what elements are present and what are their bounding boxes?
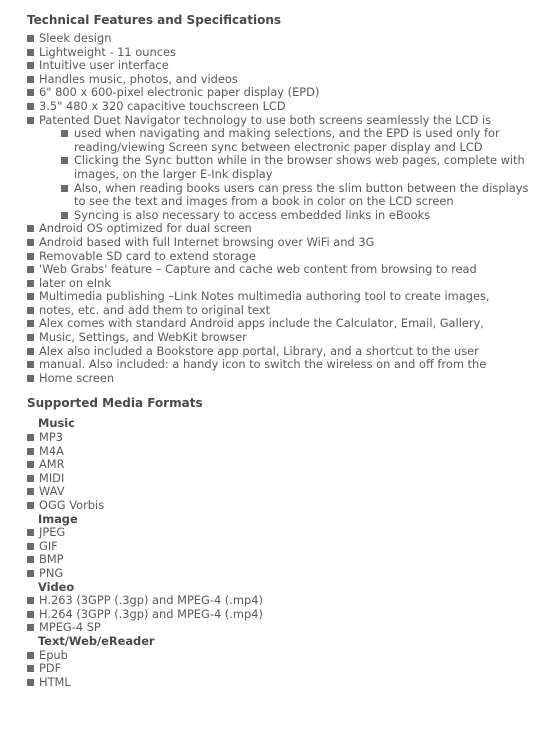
group-heading-music: Music bbox=[38, 416, 75, 431]
list-item: 6" 800 x 600-pixel electronic paper display (EPD) bbox=[27, 86, 550, 100]
format-item: H.264 (3GPP (.3gp) and MPEG-4 (.mp4) bbox=[27, 608, 550, 622]
format-item: MIDI bbox=[27, 472, 550, 486]
list-item: Intuitive user interface bbox=[27, 59, 550, 73]
sub-list-item: Also, when reading books users can press the slim button between the displays to see the text and images from a book in color on the LCD screen bbox=[61, 182, 539, 209]
sub-list-item: Clicking the Sync button while in the browser shows web pages, complete with images, on the larger E-Ink display bbox=[61, 154, 539, 181]
group-heading-video: Video bbox=[38, 579, 75, 594]
format-item: GIF bbox=[27, 540, 550, 554]
list-item: Multimedia publishing –Link Notes multimedia authoring tool to create images, bbox=[27, 290, 550, 304]
list-item: notes, etc. and add them to original text bbox=[27, 304, 550, 318]
list-item: Sleek design bbox=[27, 32, 550, 46]
format-item: Epub bbox=[27, 649, 550, 663]
sub-list-item: Syncing is also necessary to access embedded links in eBooks bbox=[61, 209, 539, 223]
format-item: M4A bbox=[27, 445, 550, 459]
video-formats-list bbox=[27, 594, 550, 635]
sub-list-item: used when navigating and making selections, and the EPD is used only for reading/viewing Screen sync between electronic paper display and LCD bbox=[61, 127, 539, 154]
list-item: Alex comes with standard Android apps include the Calculator, Email, Gallery, bbox=[27, 317, 550, 331]
text-formats-list bbox=[27, 649, 550, 690]
tech-specs-heading: Technical Features and Specifications bbox=[27, 13, 282, 27]
list-item: Handles music, photos, and videos bbox=[27, 73, 550, 87]
image-formats-list bbox=[27, 526, 550, 580]
format-item: MPEG-4 SP bbox=[27, 621, 550, 635]
list-item: Android OS optimized for dual screen bbox=[27, 222, 550, 236]
list-item: 'Web Grabs' feature – Capture and cache web content from browsing to read bbox=[27, 263, 550, 277]
list-item: Alex also included a Bookstore app portal, Library, and a shortcut to the user bbox=[27, 345, 550, 359]
format-item: HTML bbox=[27, 676, 550, 690]
media-formats-heading: Supported Media Formats bbox=[27, 396, 203, 411]
music-formats-list bbox=[27, 431, 550, 513]
format-item: PNG bbox=[27, 567, 550, 581]
format-item: MP3 bbox=[27, 431, 550, 445]
format-item: H.263 (3GPP (.3gp) and MPEG-4 (.mp4) bbox=[27, 594, 550, 608]
list-item: Android based with full Internet browsing over WiFi and 3G bbox=[27, 236, 550, 250]
list-item: Home screen bbox=[27, 372, 550, 386]
format-item: AMR bbox=[27, 458, 550, 472]
list-item: Patented Duet Navigator technology to use both screens seamlessly the LCD is bbox=[27, 114, 550, 128]
format-item: WAV bbox=[27, 485, 550, 499]
format-item: JPEG bbox=[27, 526, 550, 540]
tech-specs-sublist bbox=[27, 127, 550, 222]
list-item: Music, Settings, and WebKit browser bbox=[27, 331, 550, 345]
list-item: later on eInk bbox=[27, 277, 550, 291]
group-heading-image: Image bbox=[38, 511, 78, 526]
list-item: manual. Also included: a handy icon to switch the wireless on and off from the bbox=[27, 358, 550, 372]
format-item: PDF bbox=[27, 662, 550, 676]
group-heading-text-web-ereader: Text/Web/eReader bbox=[38, 633, 155, 648]
list-item: Removable SD card to extend storage bbox=[27, 250, 550, 264]
list-item: Lightweight - 11 ounces bbox=[27, 46, 550, 60]
list-item: 3.5" 480 x 320 capacitive touchscreen LCD bbox=[27, 100, 550, 114]
tech-specs-list bbox=[27, 32, 550, 127]
tech-specs-list-continued bbox=[27, 222, 550, 385]
format-item: BMP bbox=[27, 553, 550, 567]
format-item: OGG Vorbis bbox=[27, 499, 550, 513]
